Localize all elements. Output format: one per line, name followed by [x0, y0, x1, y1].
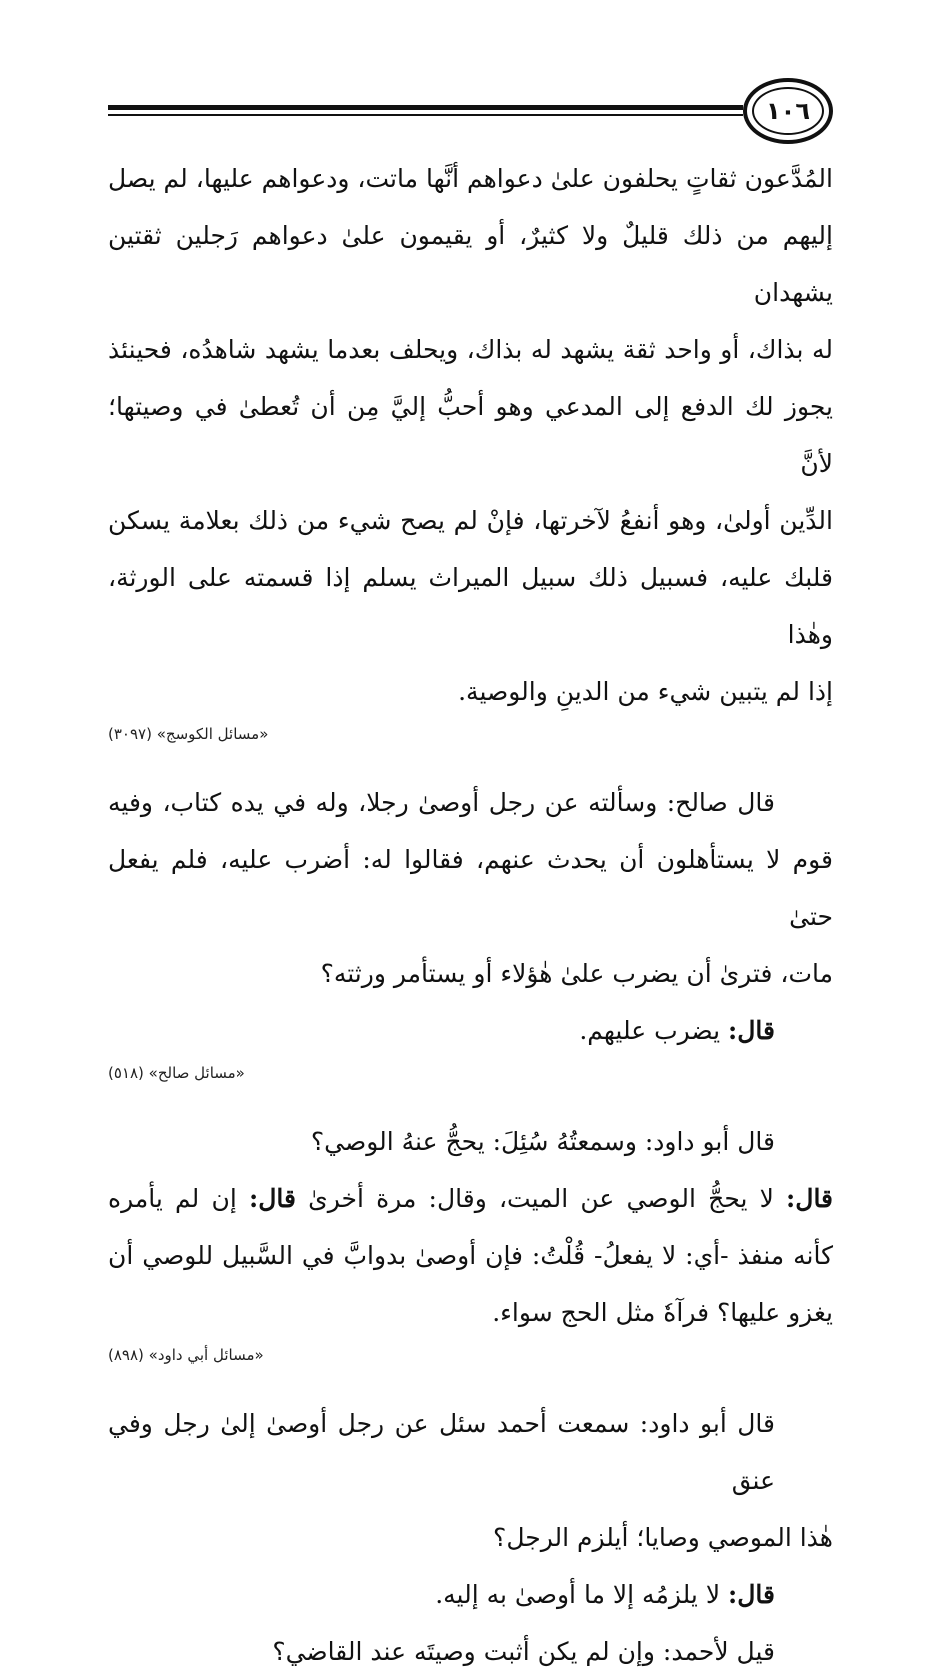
text-segment: يغزو عليها؟ فرآهٗ مثل الحج سواء.: [492, 1298, 833, 1327]
text-line: قال صالح: وسألته عن رجل أوصىٰ رجلا، وله في يده كتاب، وفيه: [108, 788, 775, 817]
text-line: الدِّين أولىٰ، وهو أنفعُ لآخرتها، فإنْ لم يصح شيء من ذلك بعلامة يسكن: [108, 506, 833, 535]
text-paragraph: [108, 1113, 833, 1170]
text-line: إليهم من ذلك قليلٌ ولا كثيرٌ، أو يقيمون علىٰ دعواهم رَجلين ثقتين يشهدان: [108, 221, 833, 307]
text-paragraph: [108, 150, 833, 720]
answer-label: قال:: [248, 1184, 296, 1213]
text-line: قال أبو داود: سمعت أحمد سئل عن رجل أوصىٰ إلىٰ رجل وفي عنق: [108, 1409, 775, 1495]
text-line: [108, 1227, 833, 1284]
text-line: المُدَّعون ثقاتٍ يحلفون علىٰ دعواهم أنَّها ماتت، ودعواهم عليها، لم يصل: [108, 164, 833, 193]
answer-text: لا يلزمُه إلا ما أوصىٰ به إليه.: [435, 1580, 729, 1609]
text-line: مات، فترىٰ أن يضرب علىٰ هٰؤلاء أو يستأمر ورثته؟: [320, 959, 833, 988]
source-citation: «مسائل أبي داود» (٨٩٨): [108, 1346, 264, 1364]
answer-label: قال:: [786, 1184, 834, 1213]
answer-line: [108, 1566, 833, 1623]
text-paragraph: [108, 1395, 833, 1566]
text-line: قلبك عليه، فسبيل ذلك سبيل الميراث يسلم إذا قسمته على الورثة، وهٰذا: [108, 563, 833, 649]
answer-label: قال:: [728, 1580, 775, 1609]
page-body: [108, 150, 833, 1680]
source-citation: «مسائل الكوسج» (٣٠٩٧): [108, 725, 269, 743]
text-line: [108, 1284, 833, 1341]
text-line: له بذاك، أو واحد ثقة يشهد له بذاك، ويحلف بعدما يشهد شاهدُه، فحينئذ: [108, 335, 833, 364]
text-paragraph: [108, 774, 833, 1002]
page-header: [108, 78, 833, 148]
answer-text: يضرب عليهم.: [579, 1016, 729, 1045]
header-rule-thick: [108, 105, 743, 110]
text-segment: إن لم يأمره: [108, 1184, 249, 1213]
text-paragraph: [108, 1170, 833, 1341]
answer-line: [108, 1002, 833, 1059]
text-line: قيل لأحمد: وإن لم يكن أثبت وصيتَه عند القاضي؟: [272, 1637, 775, 1666]
answer-label: قال:: [728, 1016, 775, 1045]
page-number: ١٠٦: [766, 97, 810, 125]
source-citation: «مسائل صالح» (٥١٨): [108, 1064, 245, 1082]
text-line: [108, 1170, 833, 1227]
header-rule-thin: [108, 114, 743, 116]
page-number-badge: [743, 78, 833, 144]
text-line: هٰذا الموصي وصايا؛ أيلزم الرجل؟: [493, 1523, 833, 1552]
text-line: يجوز لك الدفع إلى المدعي وهو أحبُّ إليَّ مِن أن تُعطىٰ في وصيتها؛ لأنَّ: [108, 392, 833, 478]
text-line: قال أبو داود: وسمعتُهُ سُئِلَ: يحجُّ عنهُ الوصي؟: [310, 1127, 775, 1156]
text-segment: لا يحجُّ الوصي عن الميت، وقال: مرة أخرىٰ: [295, 1184, 787, 1213]
text-line: قوم لا يستأهلون أن يحدث عنهم، فقالوا له: أضرب عليه، فلم يفعل حتىٰ: [108, 845, 833, 931]
text-segment: كأنه منفذ -أي: لا يفعلُ- قُلْتُ: فإن أوصىٰ بدوابَّ في السَّبيل للوصي أن: [108, 1241, 833, 1270]
text-line: إذا لم يتبين شيء من الدينِ والوصية.: [458, 677, 833, 706]
text-paragraph: [108, 1623, 833, 1680]
